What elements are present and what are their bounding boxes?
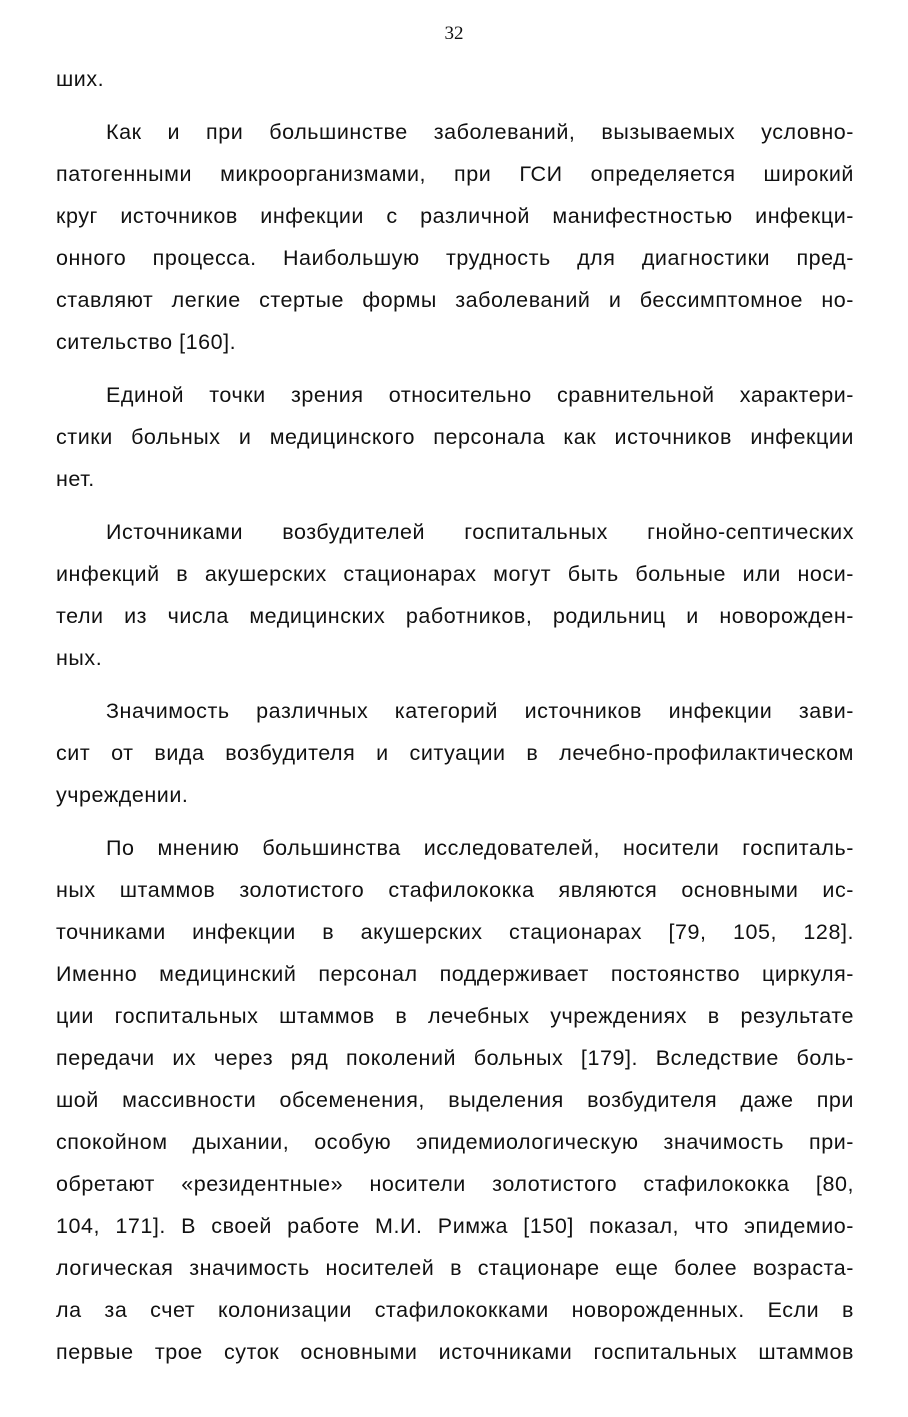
text-line: обретают «резидентные» носители золотистого стафилококка [80, [56,1172,854,1196]
text-line: первые трое суток основными источниками госпитальных штаммов [56,1340,854,1364]
text-line: Как и при большинстве заболеваний, вызываемых условно- [106,120,854,144]
page-number: 32 [444,23,464,44]
text-line: 104, 171]. В своей работе М.И. Римжа [150] показал, что эпидемио- [56,1214,854,1238]
text-line: сит от вида возбудителя и ситуации в лечебно-профилактическом [56,741,854,765]
text-line: инфекций в акушерских стационарах могут быть больные или носи- [56,562,854,586]
text-line: ции госпитальных штаммов в лечебных учреждениях в результате [56,1004,854,1028]
paragraph-gap [56,500,854,511]
text-line: круг источников инфекции с различной манифестностью инфекци- [56,204,854,228]
text-line: ных. [56,646,103,670]
paragraph-gap [56,679,854,690]
text-line: тели из числа медицинских работников, родильниц и новорожден- [56,604,854,628]
text-line: Значимость различных категорий источников инфекции зави- [106,699,854,723]
text-line: нет. [56,467,95,491]
text-line: По мнению большинства исследователей, носители госпиталь- [106,836,854,860]
paragraph [56,827,854,1373]
paragraph [56,111,854,363]
text-line: ных штаммов золотистого стафилококка являются основными ис- [56,878,854,902]
paragraph [56,58,854,100]
text-line: сительство [160]. [56,330,237,354]
paragraph [56,374,854,500]
text-line: точниками инфекции в акушерских стационарах [79, 105, 128]. [56,920,854,944]
text-line: онного процесса. Наибольшую трудность для диагностики пред- [56,246,854,270]
text-line: Источниками возбудителей госпитальных гнойно-септических [106,520,854,544]
text-body [56,58,854,1373]
text-line: ставляют легкие стертые формы заболеваний и бессимптомное но- [56,288,854,312]
paragraph [56,511,854,679]
text-line: патогенными микроорганизмами, при ГСИ определяется широкий [56,162,854,186]
paragraph-gap [56,816,854,827]
text-line: Единой точки зрения относительно сравнительной характери- [106,383,854,407]
text-line: спокойном дыхании, особую эпидемиологическую значимость при- [56,1130,854,1154]
paragraph-gap [56,100,854,111]
text-line: стики больных и медицинского персонала как источников инфекции [56,425,854,449]
paragraph [56,690,854,816]
text-line: логическая значимость носителей в стационаре еще более возраста- [56,1256,854,1280]
paragraph-gap [56,363,854,374]
text-line: Именно медицинский персонал поддерживает постоянство циркуля- [56,962,854,986]
text-line: шой массивности обсеменения, выделения возбудителя даже при [56,1088,854,1112]
text-line: передачи их через ряд поколений больных [179]. Вследствие боль- [56,1046,854,1070]
text-line: ших. [56,67,105,91]
text-line: ла за счет колонизации стафилококками новорожденных. Если в [56,1298,854,1322]
text-line: учреждении. [56,783,189,807]
